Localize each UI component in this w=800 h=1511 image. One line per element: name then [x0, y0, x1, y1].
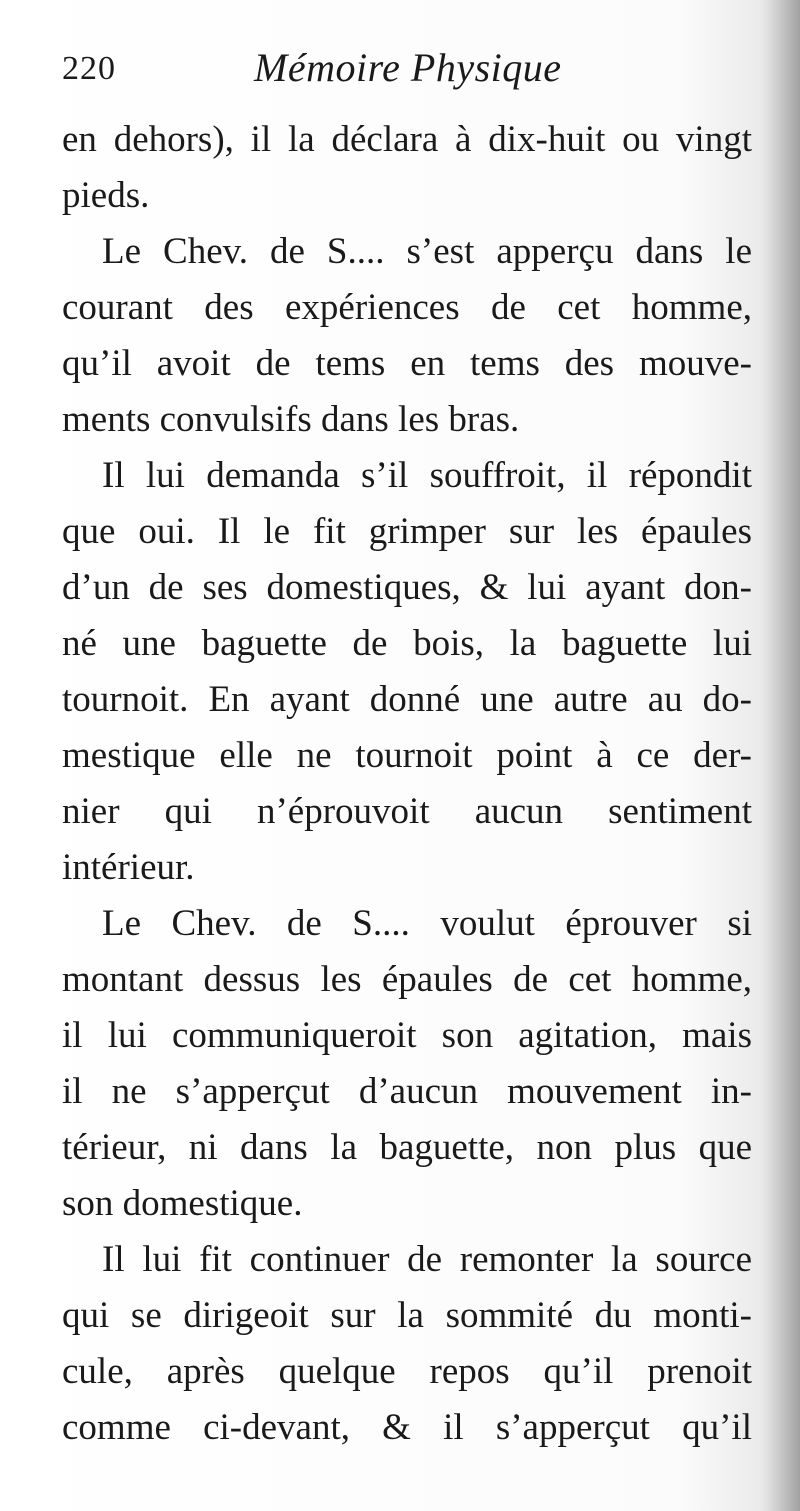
text-line: qu’il avoit de tems en tems des mouve- — [62, 343, 752, 384]
text-line: en dehors), il la déclara à dix-huit ou vingt — [62, 119, 752, 160]
body-text — [62, 112, 752, 1456]
page-gutter-shadow — [760, 0, 800, 1511]
text-line: il ne s’apperçut d’aucun mouvement in- — [62, 1071, 752, 1112]
text-line: cule, après quelque repos qu’il prenoit — [62, 1351, 752, 1392]
text-line: d’un de ses domestiques, & lui ayant don- — [62, 567, 752, 608]
page-header — [62, 42, 752, 102]
paragraph-first-line: Il lui fit continuer de remonter la source — [102, 1239, 752, 1280]
text-line: courant des expériences de cet homme, — [62, 287, 752, 328]
text-line: né une baguette de bois, la baguette lui — [62, 623, 752, 664]
text-line: nier qui n’éprouvoit aucun sentiment — [62, 791, 752, 832]
text-line: son domestique. — [62, 1183, 303, 1224]
text-line: pieds. — [62, 175, 150, 216]
text-line: qui se dirigeoit sur la sommité du monti- — [62, 1295, 752, 1336]
text-line: intérieur. — [62, 847, 195, 888]
paragraph-first-line: Il lui demanda s’il souffroit, il répondit — [102, 455, 752, 496]
running-head: Mémoire Physique — [254, 45, 562, 90]
text-line: ments convulsifs dans les bras. — [62, 399, 520, 440]
page-number: 220 — [62, 50, 116, 87]
text-line: térieur, ni dans la baguette, non plus que — [62, 1127, 752, 1168]
text-line: montant dessus les épaules de cet homme, — [62, 959, 752, 1000]
text-line: que oui. Il le fit grimper sur les épaules — [62, 511, 752, 552]
text-line: tournoit. En ayant donné une autre au do- — [62, 679, 752, 720]
paragraph-first-line: Le Chev. de S.... voulut éprouver si — [102, 903, 752, 944]
text-line: il lui communiqueroit son agitation, mais — [62, 1015, 752, 1056]
paragraph-first-line: Le Chev. de S.... s’est apperçu dans le — [102, 231, 752, 272]
text-line: comme ci-devant, & il s’apperçut qu’il — [62, 1407, 752, 1448]
text-line: mestique elle ne tournoit point à ce der- — [62, 735, 752, 776]
